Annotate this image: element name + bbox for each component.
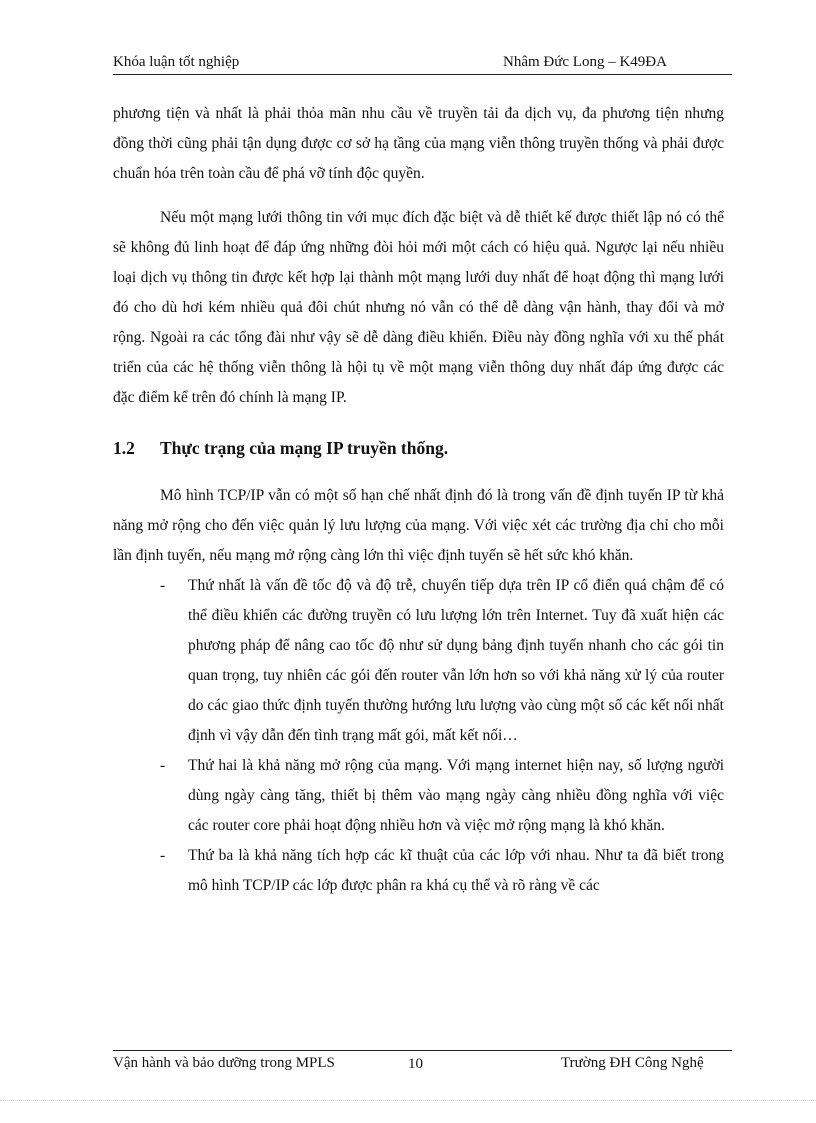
list-item (113, 841, 724, 901)
section-heading (113, 435, 724, 461)
bullet-dash: - (160, 577, 166, 594)
page-header (113, 52, 732, 75)
limitations-list (113, 571, 724, 901)
page-break-divider (0, 1100, 816, 1101)
page-number: 10 (408, 1056, 423, 1072)
list-item-text: Thứ ba là khả năng tích hợp các kĩ thuật của các lớp với nhau. Như ta đã biết trong mô hình TCP/IP các lớp được phân ra khá cụ thể và rõ ràng về các (188, 847, 724, 894)
paragraph-continuation: phương tiện và nhất là phải thỏa mãn nhu cầu về truyền tải đa dịch vụ, đa phương tiện nhưng đồng thời cũng phải tận dụng được cơ sở hạ tầng của mạng viễn thông truyền thống và phải được chuẩn hóa trên toàn cầu để phá vỡ tính độc quyền. (113, 105, 724, 182)
section-title: Thực trạng của mạng IP truyền thống. (160, 438, 449, 458)
list-item (113, 571, 724, 751)
list-item-text: Thứ nhất là vấn đề tốc độ và độ trễ, chuyển tiếp dựa trên IP cổ điển quá chậm để có thể điều khiển các đường truyền có lưu lượng lớn trên Internet. Tuy đã xuất hiện các phương pháp để nâng cao tốc độ như sử dụng bảng định tuyến nhanh cho các gói tin quan trọng, tuy nhiên các gói đến router vẫn lớn hơn so với khả năng xử lý của router do các giao thức định tuyến thường hướng lưu lượng vào cùng một số các kết nối nhất định vì vậy dẫn đến tình trạng mất gói, mất kết nối… (188, 577, 724, 744)
section-number: 1.2 (113, 438, 135, 458)
bullet-dash: - (160, 757, 166, 774)
list-item-text: Thứ hai là khả năng mở rộng của mạng. Với mạng internet hiện nay, số lượng người dùng ngày càng tăng, thiết bị thêm vào mạng ngày càng nhiều đồng nghĩa với việc các router core phải hoạt động nhiều hơn và việc mở rộng mạng là khó khăn. (188, 757, 724, 834)
page-footer (113, 1050, 732, 1073)
footer-left-text: Vận hành và bảo dưỡng trong MPLS (113, 1055, 335, 1071)
page-body (113, 99, 724, 901)
list-item (113, 751, 724, 841)
header-right-text: Nhâm Đức Long – K49ĐA (503, 54, 667, 70)
header-left-text: Khóa luận tốt nghiệp (113, 54, 240, 70)
paragraph-network-convergence: Nếu một mạng lưới thông tin với mục đích đặc biệt và dễ thiết kế được thiết lập nó có thể sẽ không đủ linh hoạt để đáp ứng những đòi hỏi mới một cách có hiệu quả. Ngược lại nếu nhiều loại dịch vụ thông tin được kết hợp lại thành một mạng lưới duy nhất để hoạt động thì mạng lưới đó cho dù hơi kém nhiều quả đôi chút nhưng nó vẫn có thể dễ dàng vận hành, thay đổi và mở rộng. Ngoài ra các tổng đài như vậy sẽ dễ dàng điều khiển. Điều này đồng nghĩa với xu thế phát triển của các hệ thống viễn thông là hội tụ về một mạng viễn thông duy nhất đáp ứng được các đặc điểm kể trên đó chính là mạng IP. (113, 209, 724, 406)
paragraph-tcpip-limits: Mô hình TCP/IP vẫn có một số hạn chế nhất định đó là trong vấn đề định tuyến IP từ khả năng mở rộng cho đến việc quản lý lưu lượng của mạng. Với việc xét các trường địa chỉ cho mỗi lần định tuyến, nếu mạng mở rộng càng lớn thì việc định tuyến sẽ hết sức khó khăn. (113, 487, 724, 564)
bullet-dash: - (160, 847, 166, 864)
footer-right-text: Trường ĐH Công Nghệ (561, 1055, 704, 1071)
